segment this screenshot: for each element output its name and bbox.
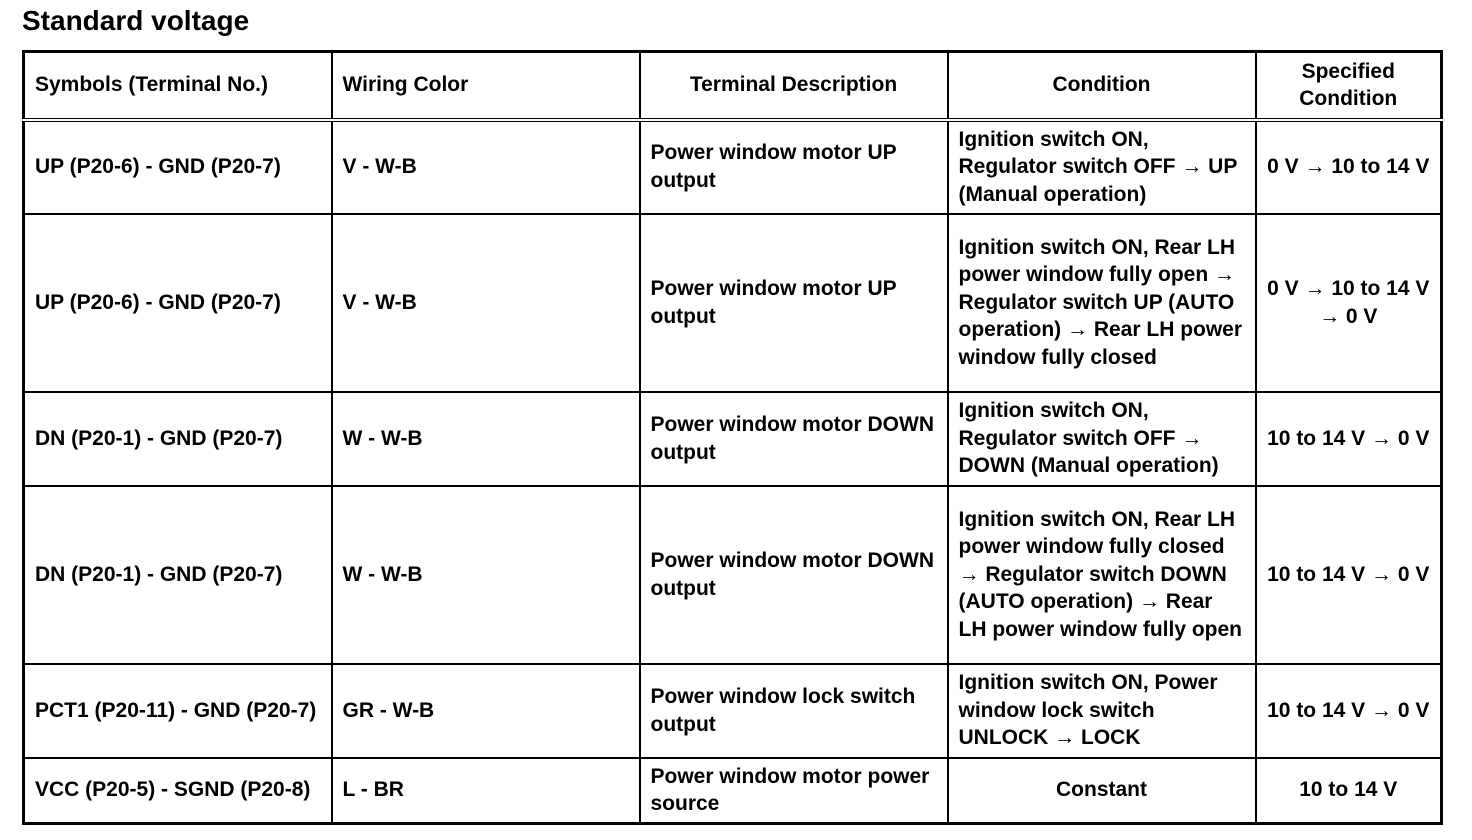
cell-specified-condition: 10 to 14 V → 0 V bbox=[1256, 392, 1442, 486]
cell-condition: Ignition switch ON, Regulator switch OFF → UP (Manual operation) bbox=[948, 120, 1256, 214]
header-terminal-description: Terminal Description bbox=[640, 52, 948, 120]
table-row bbox=[24, 758, 1442, 824]
table-header-row bbox=[24, 52, 1442, 120]
table-row bbox=[24, 392, 1442, 486]
cell-wiring-color: W - W-B bbox=[332, 486, 640, 664]
standard-voltage-table bbox=[22, 50, 1443, 825]
cell-symbols: UP (P20-6) - GND (P20-7) bbox=[24, 214, 332, 392]
header-wiring-color: Wiring Color bbox=[332, 52, 640, 120]
table-row bbox=[24, 664, 1442, 758]
cell-condition: Ignition switch ON, Regulator switch OFF → DOWN (Manual operation) bbox=[948, 392, 1256, 486]
cell-terminal-description: Power window motor power source bbox=[640, 758, 948, 824]
cell-wiring-color: W - W-B bbox=[332, 392, 640, 486]
cell-symbols: DN (P20-1) - GND (P20-7) bbox=[24, 486, 332, 664]
cell-specified-condition: 0 V → 10 to 14 V bbox=[1256, 120, 1442, 214]
page-title: Standard voltage bbox=[22, 5, 250, 36]
cell-symbols: UP (P20-6) - GND (P20-7) bbox=[24, 120, 332, 214]
header-condition: Condition bbox=[948, 52, 1256, 120]
cell-wiring-color: V - W-B bbox=[332, 120, 640, 214]
cell-terminal-description: Power window lock switch output bbox=[640, 664, 948, 758]
cell-wiring-color: GR - W-B bbox=[332, 664, 640, 758]
cell-specified-condition: 10 to 14 V bbox=[1256, 758, 1442, 824]
cell-wiring-color: L - BR bbox=[332, 758, 640, 824]
cell-wiring-color: V - W-B bbox=[332, 214, 640, 392]
cell-condition: Ignition switch ON, Rear LH power window fully closed → Regulator switch DOWN (AUTO operation) → Rear LH power window fully open bbox=[948, 486, 1256, 664]
cell-specified-condition: 0 V → 10 to 14 V → 0 V bbox=[1256, 214, 1442, 392]
cell-condition: Ignition switch ON, Rear LH power window fully open → Regulator switch UP (AUTO operation) → Rear LH power window fully closed bbox=[948, 214, 1256, 392]
cell-symbols: VCC (P20-5) - SGND (P20-8) bbox=[24, 758, 332, 824]
cell-specified-condition: 10 to 14 V → 0 V bbox=[1256, 664, 1442, 758]
cell-symbols: PCT1 (P20-11) - GND (P20-7) bbox=[24, 664, 332, 758]
table-row bbox=[24, 120, 1442, 214]
cell-condition: Constant bbox=[948, 758, 1256, 824]
cell-terminal-description: Power window motor DOWN output bbox=[640, 486, 948, 664]
cell-terminal-description: Power window motor DOWN output bbox=[640, 392, 948, 486]
table-row bbox=[24, 486, 1442, 664]
header-symbols: Symbols (Terminal No.) bbox=[24, 52, 332, 120]
cell-symbols: DN (P20-1) - GND (P20-7) bbox=[24, 392, 332, 486]
cell-terminal-description: Power window motor UP output bbox=[640, 120, 948, 214]
cell-terminal-description: Power window motor UP output bbox=[640, 214, 948, 392]
header-specified-condition: Specified Condition bbox=[1256, 52, 1442, 120]
cell-specified-condition: 10 to 14 V → 0 V bbox=[1256, 486, 1442, 664]
table-row bbox=[24, 214, 1442, 392]
cell-condition: Ignition switch ON, Power window lock switch UNLOCK → LOCK bbox=[948, 664, 1256, 758]
